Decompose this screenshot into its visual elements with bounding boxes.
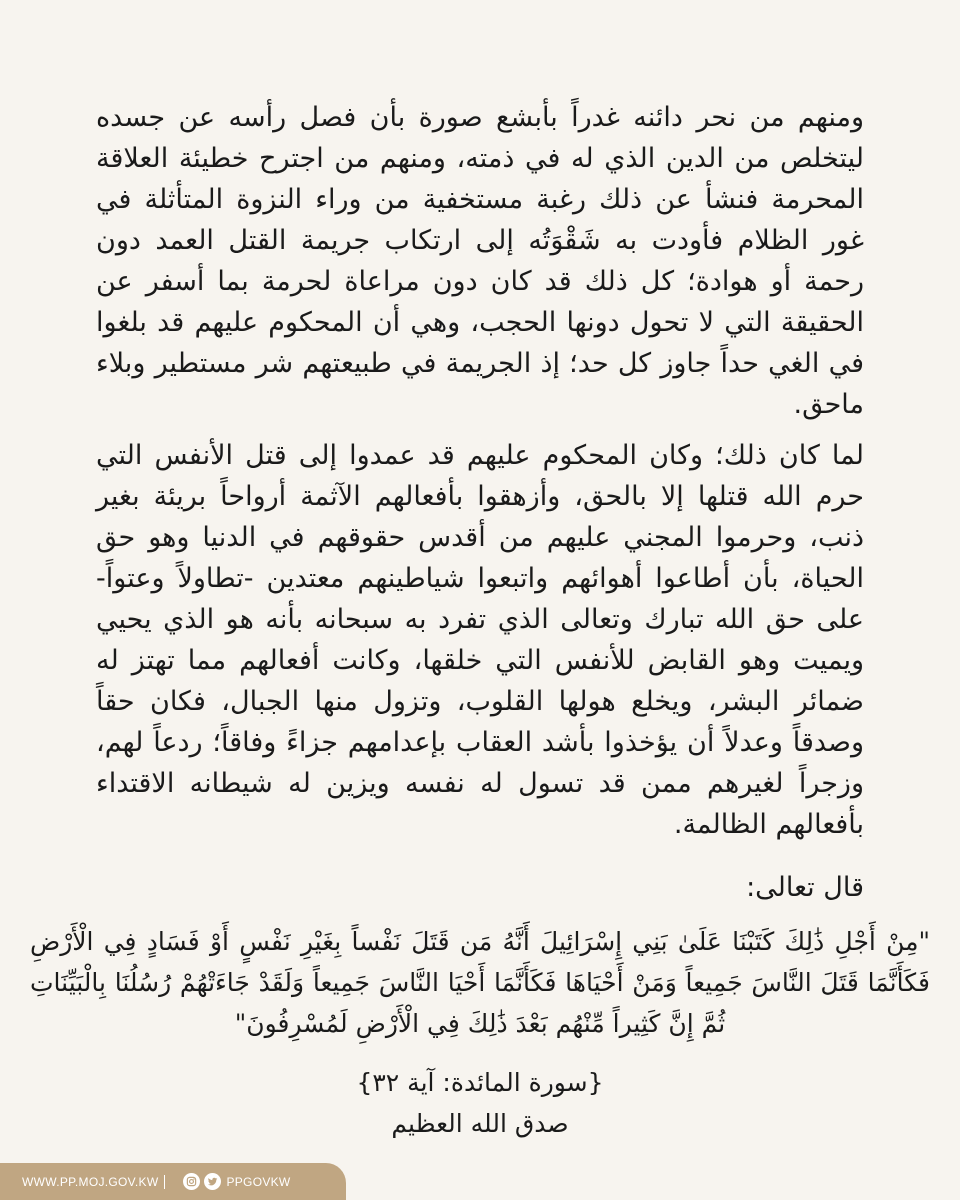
website-label: WWW.PP.MOJ.GOV.KW (22, 1174, 159, 1189)
instagram-icon[interactable] (183, 1173, 200, 1190)
verse-reference: {سورة المائدة: آية ٣٢} (356, 1068, 604, 1097)
footer-divider (164, 1175, 165, 1189)
footer-bar (0, 1163, 346, 1200)
twitter-icon[interactable] (204, 1173, 221, 1190)
quran-verse: "مِنْ أَجْلِ ذَٰلِكَ كَتَبْنَا عَلَىٰ بَنِي إِسْرَائِيلَ أَنَّهُ مَن قَتَلَ نَفْساً بِغَيْرِ نَفْسٍ أَوْ فَسَادٍ فِي الْأَرْضِ فَكَأَنَّمَا قَتَلَ النَّاسَ جَمِيعاً وَمَنْ أَحْيَاهَا فَكَأَنَّمَا أَحْيَا النَّاسَ جَمِيعاً وَلَقَدْ جَاءَتْهُمْ رُسُلُنَا بِالْبَيِّنَاتِ ثُمَّ إِنَّ كَثِيراً مِّنْهُم بَعْدَ ذَٰلِكَ فِي الْأَرْضِ لَمُسْرِفُونَ" (30, 927, 930, 1038)
body-paragraph-1: ومنهم من نحر دائنه غدراً بأبشع صورة بأن فصل رأسه عن جسده ليتخلص من الدين الذي له في ذمته، ومنهم من اجترح خطيئة العلاقة المحرمة فنشأ عن ذلك رغبة مستخفية من وراء النزوة المتأثلة في غور الظلام فأودت به شَقْوَتُه إلى ارتكاب جريمة القتل العمد دون رحمة أو هوادة؛ كل ذلك قد كان دون مراعاة لحرمة بما أسفر عن الحقيقة التي لا تحول دونها الحجب، وهي أن المحكوم عليهم قد بلغوا في الغي حداً جاوز كل حد؛ إذ الجريمة في طبيعتهم شر مستطير وبلاء ماحق. (96, 102, 864, 420)
social-handle[interactable]: PPGOVKW (226, 1174, 291, 1189)
social-icons (183, 1173, 221, 1190)
footer-website[interactable] (22, 1175, 158, 1189)
body-paragraph-2: لما كان ذلك؛ وكان المحكوم عليهم قد عمدوا إلى قتل الأنفس التي حرم الله قتلها إلا بالحق، وأزهقوا بأفعالهم الآثمة أرواحاً بريئة بغير ذنب، وحرموا المجني عليهم من أقدس حقوقهم في الدنيا وهو حق الحياة، بأن أطاعوا أهوائهم واتبعوا شياطينهم معتدين -تطاولاً وعتواً- على حق الله تبارك وتعالى الذي تفرد به سبحانه بأنه هو الذي يحيي ويميت وهو القابض للأنفس التي خلقها، وكانت أفعالهم مما تهتز له ضمائر البشر، ويخلع هولها القلوب، وتزول منها الجبال، فكان حقاً وصدقاً وعدلاً أن يؤخذوا بأشد العقاب بإعدامهم جزاءً وفاقاً؛ ردعاً لهم، وزجراً لغيرهم ممن قد تسول له نفسه ويزين له شيطانه الاقتداء بأفعالهم الظالمة. (96, 440, 864, 840)
closing-phrase: صدق الله العظيم (391, 1109, 569, 1138)
quote-intro: قال تعالى: (746, 872, 864, 903)
